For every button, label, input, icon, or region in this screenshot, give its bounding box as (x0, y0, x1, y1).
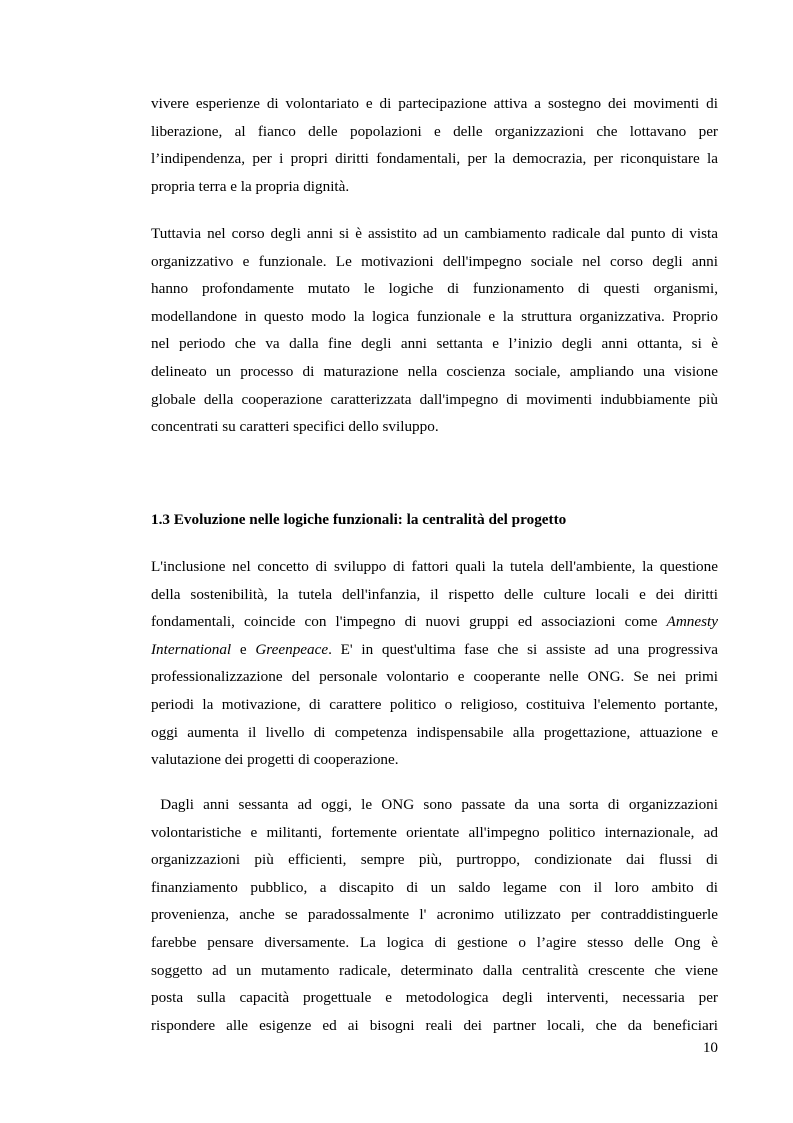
section-heading: 1.3 Evoluzione nelle logiche funzionali: la centralità del progetto (151, 511, 567, 528)
text-line: globale della cooperazione caratterizzata dall'impegno di movimenti indubbiamente più (151, 390, 718, 408)
text-segment: fondamentali, coincide con l'impegno di nuovi gruppi ed associazioni come (151, 613, 667, 631)
text-line: concentrati su caratteri specifici dello sviluppo. (151, 418, 439, 436)
text-line (151, 608, 718, 636)
text-line: soggetto ad un mutamento radicale, determinato dalla centralità crescente che viene (151, 961, 718, 979)
text-line: rispondere alle esigenze ed ai bisogni reali dei partner locali, che da beneficiari (151, 1016, 718, 1034)
text-line: organizzativo e funzionale. Le motivazioni dell'impegno sociale nel corso degli anni (151, 252, 718, 270)
text-line: finanziamento pubblico, a discapito di un saldo legame con il loro ambito di (151, 878, 718, 896)
text-line: farebbe pensare diversamente. La logica di gestione o l’agire stesso delle Ong è (151, 933, 718, 951)
text-line: periodi la motivazione, di carattere politico o religioso, costituiva l'elemento portante, (151, 695, 718, 713)
organization-name: International (151, 640, 232, 658)
text-line: professionalizzazione del personale volontario e cooperante nelle ONG. Se nei primi (151, 668, 718, 686)
paragraph (151, 220, 718, 441)
text-line: liberazione, al fianco delle popolazioni e delle organizzazioni che lottavano per (151, 122, 718, 140)
text-line: delineato un processo di maturazione nella coscienza sociale, ampliando una visione (151, 362, 718, 380)
text-line: nel periodo che va dalla fine degli anni settanta e l’inizio degli anni ottanta, si è (151, 335, 718, 353)
text-line: posta sulla capacità progettuale e metodologica degli interventi, necessaria per (151, 989, 718, 1007)
text-line: l’indipendenza, per i propri diritti fondamentali, per la democrazia, per riconquistare la (151, 150, 718, 168)
text-line: valutazione dei progetti di cooperazione. (151, 751, 399, 769)
paragraph (151, 791, 718, 1039)
text-segment: . E' in quest'ultima fase che si assiste ad una progressiva (328, 640, 718, 658)
text-line: hanno profondamente mutato le logiche di funzionamento di questi organismi, (151, 280, 718, 298)
text-line: vivere esperienze di volontariato e di partecipazione attiva a sostegno dei movimenti di (151, 95, 718, 112)
text-line: organizzazioni più efficienti, sempre più, purtroppo, condizionate dai flussi di (151, 851, 718, 869)
text-line: Tuttavia nel corso degli anni si è assistito ad un cambiamento radicale dal punto di vista (151, 225, 718, 242)
text-line: modellandone in questo modo la logica funzionale e la struttura organizzativa. Proprio (151, 307, 718, 325)
page-number: 10 (702, 1039, 718, 1056)
text-line: L'inclusione nel concetto di sviluppo di fattori quali la tutela dell'ambiente, la questione (151, 558, 718, 575)
text-line: propria terra e la propria dignità. (151, 177, 350, 195)
organization-name: Amnesty (666, 613, 718, 631)
paragraph-continuation (151, 90, 718, 200)
organization-name: Greenpeace (255, 640, 329, 658)
text-line (151, 636, 718, 664)
text-line: provenienza, anche se paradossalmente l' acronimo utilizzato per contraddistinguerle (151, 906, 718, 924)
text-line: volontaristiche e militanti, fortemente orientate all'impegno politico internazionale, ad (151, 823, 718, 841)
text-segment: e (231, 640, 256, 658)
text-line: oggi aumenta il livello di competenza indispensabile alla progettazione, attuazione e (151, 723, 718, 741)
text-line: Dagli anni sessanta ad oggi, le ONG sono passate da una sorta di organizzazioni (151, 796, 718, 813)
paragraph (151, 553, 718, 774)
text-line: della sostenibilità, la tutela dell'infanzia, il rispetto delle culture locali e dei diritti (151, 585, 718, 603)
